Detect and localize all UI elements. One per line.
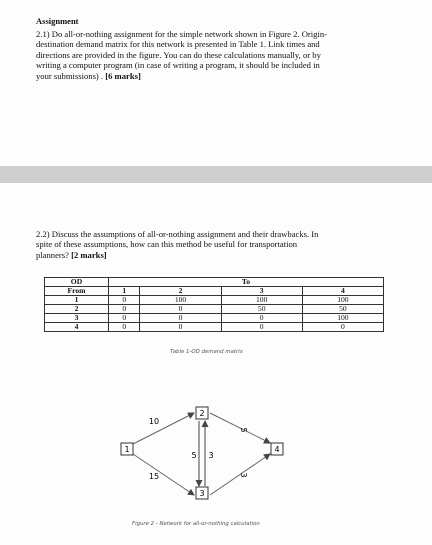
demand-cell: 0 — [302, 323, 383, 332]
question-2-2 — [36, 229, 396, 260]
network-diagram — [110, 405, 310, 515]
time-label-1-3: 15 — [148, 472, 160, 481]
question-line: writing a computer program (in case of writing a program, it should be included in — [36, 60, 320, 71]
to-header: To — [109, 278, 384, 287]
origin-cell: 4 — [45, 323, 109, 332]
figure-caption: Figure 2 - Network for all-or-nothing calculation — [132, 521, 260, 527]
demand-cell: 0 — [140, 314, 221, 323]
destination-header: 1 — [109, 287, 140, 296]
demand-cell: 100 — [302, 296, 383, 305]
demand-cell: 50 — [302, 305, 383, 314]
origin-cell: 2 — [45, 305, 109, 314]
od-corner-header: OD — [45, 278, 109, 287]
question-line: 2.2) Discuss the assumptions of all-or-nothing assignment and their drawbacks. In — [36, 229, 319, 239]
question-line: your submissions) . — [36, 70, 104, 81]
marks-label: [2 marks] — [71, 249, 107, 260]
demand-cell: 0 — [140, 305, 221, 314]
question-2-1 — [36, 29, 396, 81]
destination-header: 4 — [302, 287, 383, 296]
node-1-label: 1 — [124, 445, 130, 454]
time-label-2-3: 5 — [191, 451, 197, 460]
question-line: spite of these assumptions, how can this method be useful for transportation — [36, 239, 298, 250]
demand-cell: 0 — [109, 296, 140, 305]
marks-label: [6 marks] — [105, 70, 141, 81]
time-label-3-2: 3 — [208, 451, 214, 460]
time-label-2-4: 5 — [239, 427, 248, 433]
demand-cell: 0 — [221, 314, 302, 323]
origin-cell: 1 — [45, 296, 109, 305]
node-2-label: 2 — [199, 409, 205, 418]
demand-cell: 100 — [140, 296, 221, 305]
od-demand-table — [44, 277, 384, 332]
time-label-3-4: 3 — [239, 472, 248, 478]
assignment-heading: Assignment — [36, 16, 79, 26]
table-row — [45, 314, 384, 323]
table-caption: Table 1-OD demand matrix — [170, 349, 243, 355]
from-header: From — [45, 287, 109, 296]
question-line: directions are provided in the figure. You can do these calculations manually, or by — [36, 49, 321, 60]
demand-cell: 0 — [221, 323, 302, 332]
time-label-1-2: 10 — [148, 417, 160, 426]
destination-header: 3 — [221, 287, 302, 296]
destination-header: 2 — [140, 287, 221, 296]
demand-cell: 100 — [302, 314, 383, 323]
link-1-2 — [133, 413, 194, 444]
node-3-label: 3 — [199, 489, 205, 498]
link-1-3 — [133, 454, 194, 495]
question-line: destination demand matrix for this network is presented in Table 1. Link times and — [36, 39, 320, 50]
node-4-label: 4 — [274, 445, 280, 454]
question-page-bottom — [0, 183, 432, 545]
demand-cell: 0 — [109, 305, 140, 314]
question-line: 2.1) Do all-or-nothing assignment for the simple network shown in Figure 2. Origin- — [36, 29, 328, 39]
origin-cell: 3 — [45, 314, 109, 323]
question-line: planners? — [36, 249, 69, 260]
demand-cell: 50 — [221, 305, 302, 314]
demand-cell: 100 — [221, 296, 302, 305]
table-row — [45, 296, 384, 305]
demand-cell: 0 — [140, 323, 221, 332]
question-page-top — [0, 0, 432, 166]
demand-cell: 0 — [109, 323, 140, 332]
table-row — [45, 305, 384, 314]
demand-cell: 0 — [109, 314, 140, 323]
table-row — [45, 323, 384, 332]
